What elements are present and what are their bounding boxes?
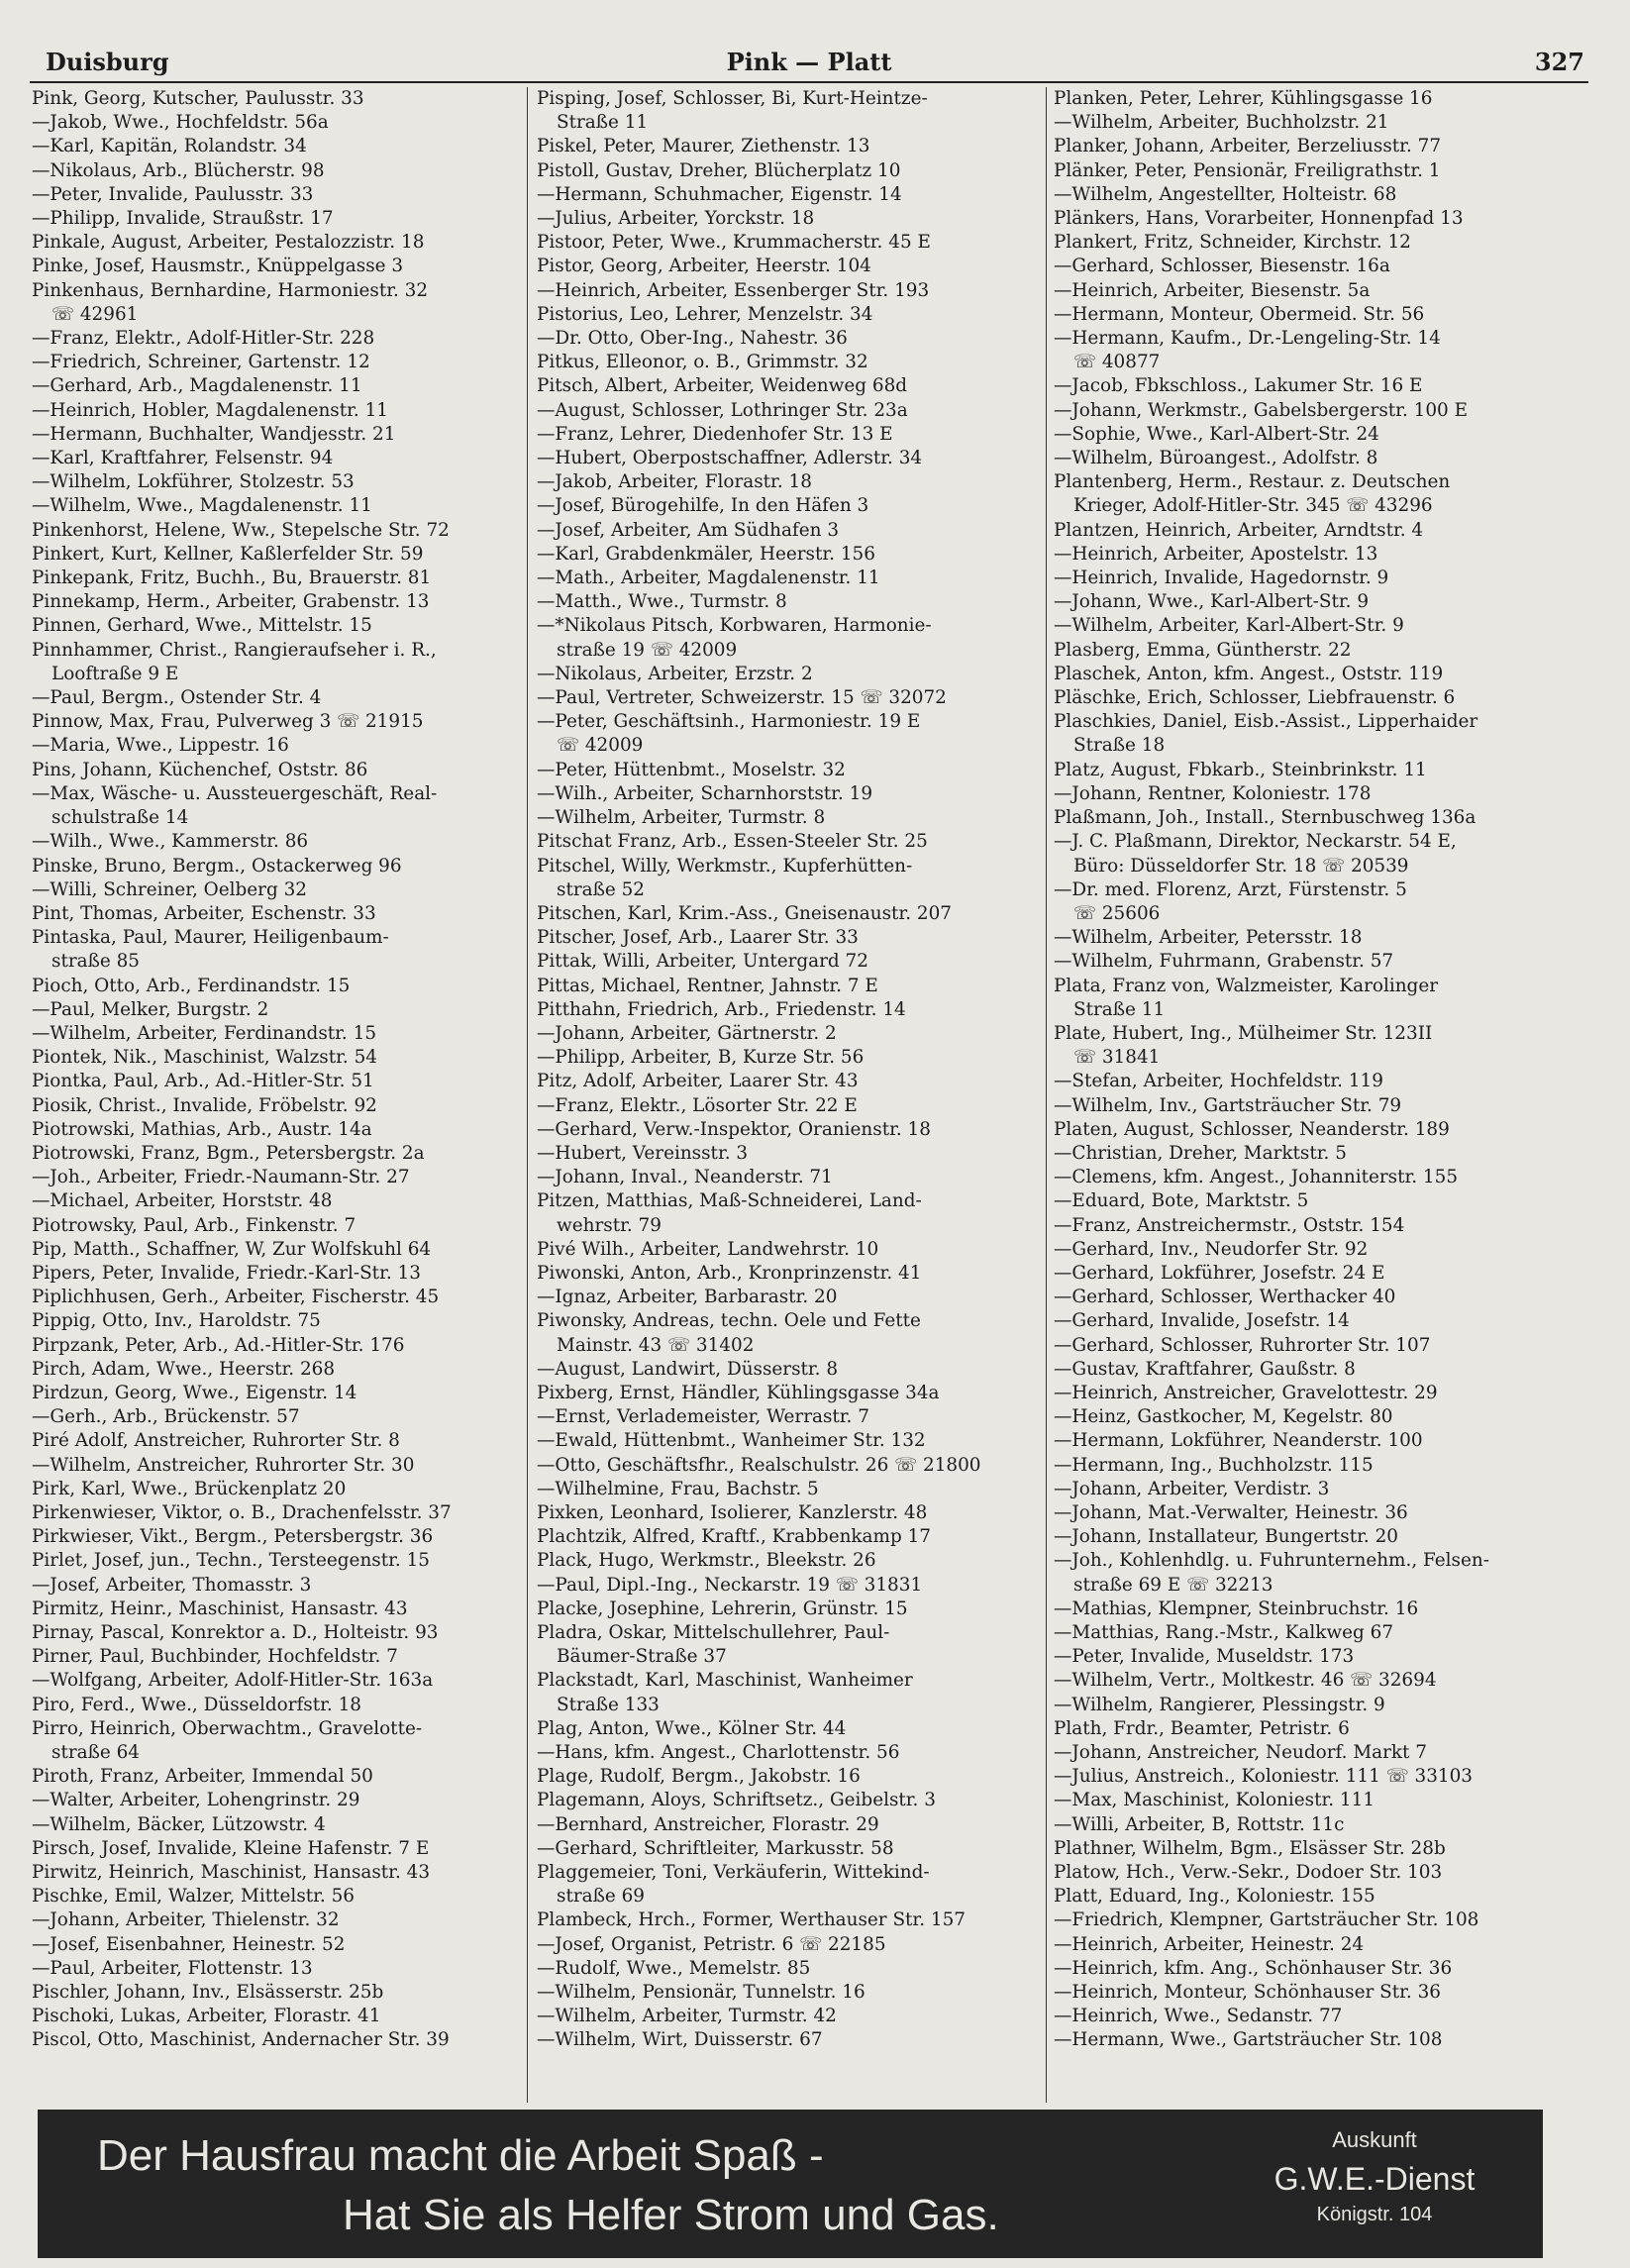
directory-entry: —Maria, Wwe., Lippestr. 16 [32,735,289,757]
directory-entry: Pinkenhorst, Helene, Ww., Stepelsche Str. 72 [32,519,450,541]
directory-entry: —Karl, Kraftfahrer, Felsenstr. 94 [32,448,334,469]
directory-entry: —Paul, Vertreter, Schweizerstr. 15 ☏ 32072 [537,687,947,709]
directory-entry: —Friedrich, Schreiner, Gartenstr. 12 [32,352,370,373]
directory-entry: Straße 18 [1073,735,1166,757]
directory-entry: Piroth, Franz, Arbeiter, Immendal 50 [32,1766,373,1788]
directory-entry: Plaschkies, Daniel, Eisb.-Assist., Lipperhaider [1054,711,1478,733]
directory-entry: —Eduard, Bote, Marktstr. 5 [1054,1190,1309,1212]
directory-entry: straße 85 [51,951,140,973]
directory-entry: —Heinrich, Anstreicher, Gravelottestr. 29 [1054,1382,1438,1403]
directory-entry: —Ignaz, Arbeiter, Barbarastr. 20 [537,1287,838,1308]
directory-entry: Pins, Johann, Küchenchef, Oststr. 86 [32,759,368,780]
directory-entry: —Wilhelm, Fuhrmann, Grabenstr. 57 [1054,951,1394,973]
directory-entry: —Paul, Dipl.-Ing., Neckarstr. 19 ☏ 31831 [537,1574,923,1596]
directory-entry: Pirkenwieser, Viktor, o. B., Drachenfelsstr. 37 [32,1501,452,1523]
directory-entry: —Gerhard, Inv., Neudorfer Str. 92 [1054,1238,1369,1260]
directory-entry: —Wilhelm, Rangierer, Plessingstr. 9 [1054,1694,1385,1715]
directory-entry: Plaggemeier, Toni, Verkäuferin, Wittekind- [537,1862,930,1884]
directory-entry: Piplichhusen, Gerh., Arbeiter, Fischerstr. 45 [32,1287,440,1308]
directory-entry: —Peter, Invalide, Museldstr. 173 [1054,1646,1355,1668]
ad-service-name: G.W.E.-Dienst [1273,2161,1476,2197]
directory-entry: —August, Schlosser, Lothringer Str. 23a [537,399,908,421]
directory-entry: Plaßmann, Joh., Install., Sternbuschweg 136a [1054,807,1477,829]
directory-entry: —Sophie, Wwe., Karl-Albert-Str. 24 [1054,423,1379,445]
directory-entry: —Gerhard, Schriftleiter, Markusstr. 58 [537,1837,894,1859]
directory-entry: Straße 133 [557,1694,660,1715]
directory-entry: Pitscher, Josef, Arb., Laarer Str. 33 [537,927,859,949]
directory-entry: —Josef, Bürogehilfe, In den Häfen 3 [537,495,869,517]
directory-entry: —Wilh., Wwe., Kammerstr. 86 [32,831,309,853]
directory-entry: —Paul, Arbeiter, Flottenstr. 13 [32,1957,313,1979]
directory-entry: —Hermann, Wwe., Gartsträucher Str. 108 [1054,2029,1443,2051]
directory-entry: ☏ 42961 [51,303,139,325]
directory-entry: Pläschke, Erich, Schlosser, Liebfrauenstr. 6 [1054,687,1456,709]
directory-entry: —Peter, Geschäftsinh., Harmoniestr. 19 E [537,711,921,733]
directory-entry: —Josef, Arbeiter, Am Südhafen 3 [537,519,840,541]
directory-entry: Pinske, Bruno, Bergm., Ostackerweg 96 [32,855,402,876]
directory-entry: Plack, Hugo, Werkmstr., Bleekstr. 26 [537,1550,876,1572]
directory-entry: —Hermann, Kaufm., Dr.-Lengeling-Str. 14 [1054,328,1441,350]
directory-entry: ☏ 25606 [1073,902,1161,924]
directory-entry: Pisping, Josef, Schlosser, Bi, Kurt-Heintze- [537,88,928,109]
directory-entry: —Jakob, Arbeiter, Florastr. 18 [537,471,812,493]
directory-entry: Pischler, Johann, Inv., Elsässerstr. 25b [32,1982,384,2004]
column-divider [527,87,528,2103]
ad-line-1: Der Hausfrau macht die Arbeit Spaß - [97,2131,824,2180]
directory-entry: —Hermann, Schuhmacher, Eigenstr. 14 [537,183,902,205]
directory-entry: Mainstr. 43 ☏ 31402 [557,1334,755,1356]
directory-entry: Plath, Frdr., Beamter, Petristr. 6 [1054,1717,1350,1739]
directory-entry: —Willi, Arbeiter, B, Rottstr. 11c [1054,1813,1345,1835]
directory-entry: —Heinrich, Monteur, Schönhauser Str. 36 [1054,1982,1441,2004]
directory-entry: —Johann, Installateur, Bungertstr. 20 [1054,1526,1398,1548]
directory-entry: Piotrowski, Mathias, Arb., Austr. 14a [32,1118,372,1140]
directory-entry: —Franz, Elektr., Lösorter Str. 22 E [537,1094,858,1116]
directory-entry: —Math., Arbeiter, Magdalenenstr. 11 [537,567,880,589]
directory-entry: Pirro, Heinrich, Oberwachtm., Gravelotte- [32,1717,423,1739]
directory-entry: —Hermann, Monteur, Obermeid. Str. 56 [1054,303,1425,325]
directory-entry: schulstraße 14 [51,807,189,829]
directory-entry: —Clemens, kfm. Angest., Johanniterstr. 155 [1054,1167,1459,1188]
directory-entry: Pitschel, Willy, Werkmstr., Kupferhütten- [537,855,913,876]
column-divider [1046,87,1047,2103]
directory-entry: Plathner, Wilhelm, Bgm., Elsässer Str. 28b [1054,1837,1446,1859]
directory-entry: Pittak, Willi, Arbeiter, Untergard 72 [537,951,868,973]
directory-entry: ☏ 40877 [1073,352,1161,373]
directory-entry: —Johann, Anstreicher, Neudorf. Markt 7 [1054,1742,1427,1764]
advertisement-banner [38,2110,1543,2258]
directory-entry: Pirner, Paul, Buchbinder, Hochfeldstr. 7 [32,1646,398,1668]
column-2 [537,87,1042,2103]
directory-entry: —Dr. Otto, Ober-Ing., Nahestr. 36 [537,328,848,350]
directory-entry: —Christian, Dreher, Marktstr. 5 [1054,1142,1347,1164]
directory-entry: —Wilhelm, Arbeiter, Buchholzstr. 21 [1054,112,1389,134]
directory-entry: Pirwitz, Heinrich, Maschinist, Hansastr. 43 [32,1862,431,1884]
directory-entry: —Franz, Lehrer, Diedenhofer Str. 13 E [537,423,893,445]
directory-entry: —Matth., Wwe., Turmstr. 8 [537,591,787,613]
directory-entry: —Nikolaus, Arbeiter, Erzstr. 2 [537,663,813,684]
directory-entry: —Hubert, Oberpostschaffner, Adlerstr. 34 [537,448,923,469]
directory-entry: —Gerhard, Schlosser, Biesenstr. 16a [1054,256,1390,277]
directory-entry: —Ernst, Verlademeister, Werrastr. 7 [537,1406,869,1428]
directory-entry: Pixken, Leonhard, Isolierer, Kanzlerstr. 48 [537,1501,928,1523]
directory-entry: —Heinrich, Arbeiter, Apostelstr. 13 [1054,543,1378,565]
directory-entry: —Peter, Hüttenbmt., Moselstr. 32 [537,759,846,780]
directory-entry: —Josef, Organist, Petristr. 6 ☏ 22185 [537,1933,886,1955]
directory-entry: Pischke, Emil, Walzer, Mittelstr. 56 [32,1886,356,1907]
directory-entry: Plate, Hubert, Ing., Mülheimer Str. 123II [1054,1022,1433,1044]
directory-entry: —Joh., Arbeiter, Friedr.-Naumann-Str. 27 [32,1167,410,1188]
directory-entry: Plänkers, Hans, Vorarbeiter, Honnenpfad 13 [1054,208,1464,230]
directory-entry: ☏ 31841 [1073,1047,1161,1069]
directory-entry: Pintaska, Paul, Maurer, Heiligenbaum- [32,927,389,949]
directory-entry: —Julius, Anstreich., Koloniestr. 111 ☏ 33103 [1054,1766,1474,1788]
directory-entry: Pirk, Karl, Wwe., Brückenplatz 20 [32,1478,347,1499]
directory-entry: Pinkert, Kurt, Kellner, Kaßlerfelder Str. 59 [32,543,424,565]
directory-entry: —Josef, Arbeiter, Thomasstr. 3 [32,1574,312,1596]
directory-entry: Piwonski, Anton, Arb., Kronprinzenstr. 41 [537,1262,922,1284]
column-3 [1054,87,1554,2103]
directory-entry: Pint, Thomas, Arbeiter, Eschenstr. 33 [32,902,376,924]
directory-entry: Pistoll, Gustav, Dreher, Blücherplatz 10 [537,159,901,181]
directory-entry: Pittas, Michael, Rentner, Jahnstr. 7 E [537,975,878,996]
directory-entry: —Wilhelm, Bäcker, Lützowstr. 4 [32,1813,326,1835]
directory-entry: Plaschek, Anton, kfm. Angest., Oststr. 119 [1054,663,1444,684]
directory-entry: —Johann, Arbeiter, Verdistr. 3 [1054,1478,1330,1499]
directory-entry: —Friedrich, Klempner, Gartsträucher Str. 108 [1054,1909,1479,1931]
directory-entry: —Hermann, Lokführer, Neanderstr. 100 [1054,1430,1423,1452]
directory-entry: —Gerhard, Schlosser, Ruhrorter Str. 107 [1054,1334,1431,1356]
directory-entry: —Peter, Invalide, Paulusstr. 33 [32,183,314,205]
directory-entry: Planken, Peter, Lehrer, Kühlingsgasse 16 [1054,88,1433,109]
directory-entry: Pivé Wilh., Arbeiter, Landwehrstr. 10 [537,1238,879,1260]
directory-entry: —Johann, Wwe., Karl-Albert-Str. 9 [1054,591,1370,613]
directory-entry: —Stefan, Arbeiter, Hochfeldstr. 119 [1054,1071,1383,1092]
directory-entry: Piotrowsky, Paul, Arb., Finkenstr. 7 [32,1214,357,1236]
directory-entry: —Jakob, Wwe., Hochfeldstr. 56a [32,112,329,134]
directory-entry: —Paul, Bergm., Ostender Str. 4 [32,687,322,709]
directory-entry: Pirnay, Pascal, Konrektor a. D., Holteistr. 93 [32,1622,439,1643]
directory-entry: —Wilhelm, Wwe., Magdalenenstr. 11 [32,495,372,517]
directory-entry: —Wilhelm, Büroangest., Adolfstr. 8 [1054,448,1378,469]
header-range: Pink — Platt [726,48,892,76]
directory-entry: —Wilhelm, Arbeiter, Petersstr. 18 [1054,927,1363,949]
directory-entry: Planker, Johann, Arbeiter, Berzeliusstr. 77 [1054,136,1442,157]
directory-entry: straße 19 ☏ 42009 [557,639,738,661]
directory-entry: Plankert, Fritz, Schneider, Kirchstr. 12 [1054,232,1411,254]
directory-entry: wehrstr. 79 [557,1214,662,1236]
directory-entry: —Wilh., Arbeiter, Scharnhorststr. 19 [537,782,873,804]
directory-entry: —Heinrich, Arbeiter, Biesenstr. 5a [1054,279,1371,301]
directory-entry: —Bernhard, Anstreicher, Florastr. 29 [537,1813,879,1835]
directory-entry: Plantzen, Heinrich, Arbeiter, Arndtstr. 4 [1054,519,1424,541]
directory-entry: Pirmitz, Heinr., Maschinist, Hansastr. 43 [32,1598,408,1619]
directory-entry: Plantenberg, Herm., Restaur. z. Deutschen [1054,471,1451,493]
directory-entry: —Julius, Arbeiter, Yorckstr. 18 [537,208,815,230]
directory-entry: —Wilhelm, Arbeiter, Turmstr. 42 [537,2006,837,2027]
directory-entry: —Michael, Arbeiter, Horststr. 48 [32,1190,333,1212]
directory-entry: Straße 11 [1073,998,1166,1020]
directory-entry: —Hermann, Ing., Buchholzstr. 115 [1054,1454,1374,1476]
directory-entry: —Heinrich, Wwe., Sedanstr. 77 [1054,2006,1343,2027]
directory-entry: —Otto, Geschäftsfhr., Realschulstr. 26 ☏ 21800 [537,1454,981,1476]
directory-entry: —*Nikolaus Pitsch, Korbwaren, Harmonie- [537,615,932,637]
directory-entry: —Wilhelm, Inv., Gartsträucher Str. 79 [1054,1094,1402,1116]
directory-entry: Pirsch, Josef, Invalide, Kleine Hafenstr. 7 E [32,1837,430,1859]
directory-entry: —Jacob, Fbkschloss., Lakumer Str. 16 E [1054,375,1423,397]
directory-entry: Pitthahn, Friedrich, Arb., Friedenstr. 14 [537,998,906,1020]
directory-entry: Plambeck, Hrch., Former, Werthauser Str. 157 [537,1909,966,1931]
directory-entry: —Paul, Melker, Burgstr. 2 [32,998,269,1020]
directory-entry: —Josef, Eisenbahner, Heinestr. 52 [32,1933,346,1955]
directory-entry: straße 52 [557,878,645,900]
directory-entry: —Johann, Werkmstr., Gabelsbergerstr. 100 E [1054,399,1469,421]
directory-entry: —Gerhard, Invalide, Josefstr. 14 [1054,1310,1350,1332]
directory-entry: Pitkus, Elleonor, o. B., Grimmstr. 32 [537,352,868,373]
directory-entry: —Karl, Grabdenkmäler, Heerstr. 156 [537,543,875,565]
ad-slogan [38,2110,1206,2258]
directory-entry: Pixberg, Ernst, Händler, Kühlingsgasse 34a [537,1382,940,1403]
directory-entry: straße 69 [557,1886,645,1907]
directory-entry: Pitz, Adolf, Arbeiter, Laarer Str. 43 [537,1071,859,1092]
directory-entry: ☏ 42009 [557,735,644,757]
directory-entry: —Hubert, Vereinsstr. 3 [537,1142,749,1164]
directory-entry: Pink, Georg, Kutscher, Paulusstr. 33 [32,88,364,109]
directory-entry: Pladra, Oskar, Mittelschullehrer, Paul- [537,1622,890,1643]
directory-entry: —Johann, Rentner, Koloniestr. 178 [1054,782,1372,804]
directory-entry: —Heinrich, Arbeiter, Essenberger Str. 193 [537,279,930,301]
directory-entry: —Heinrich, Arbeiter, Heinestr. 24 [1054,1933,1365,1955]
directory-entry: Pirdzun, Georg, Wwe., Eigenstr. 14 [32,1382,357,1403]
directory-entry: Pirkwieser, Vikt., Bergm., Petersbergstr. 36 [32,1526,434,1548]
ad-address: Königstr. 104 [1316,2204,1433,2225]
page-number: 327 [1534,48,1584,76]
directory-entry: Piscol, Otto, Maschinist, Andernacher Str. 39 [32,2029,450,2051]
directory-entry: Plata, Franz von, Walzmeister, Karolinger [1054,975,1438,996]
directory-entry: —Rudolf, Wwe., Memelstr. 85 [537,1957,811,1979]
directory-entry: —Heinz, Gastkocher, M, Kegelstr. 80 [1054,1406,1393,1428]
directory-entry: Plasberg, Emma, Güntherstr. 22 [1054,639,1352,661]
directory-entry: —Hans, kfm. Angest., Charlottenstr. 56 [537,1742,900,1764]
directory-entry: Piskel, Peter, Maurer, Ziethenstr. 13 [537,136,870,157]
directory-entry: Pinke, Josef, Hausmstr., Knüppelgasse 3 [32,256,404,277]
directory-entry: —Wilhelm, Arbeiter, Karl-Albert-Str. 9 [1054,615,1404,637]
directory-entry: —Wolfgang, Arbeiter, Adolf-Hitler-Str. 163a [32,1670,434,1692]
ad-contact [1206,2110,1543,2258]
directory-entry: —Gerhard, Schlosser, Werthacker 40 [1054,1287,1396,1308]
directory-entry: Platz, August, Fbkarb., Steinbrinkstr. 11 [1054,759,1427,780]
directory-entry: Pirch, Adam, Wwe., Heerstr. 268 [32,1358,336,1380]
directory-entry: Plag, Anton, Wwe., Kölner Str. 44 [537,1717,847,1739]
directory-entry: Piwonsky, Andreas, techn. Oele und Fette [537,1310,921,1332]
directory-entry: —Gerhard, Verw.-Inspektor, Oranienstr. 18 [537,1118,931,1140]
directory-entry: Platt, Eduard, Ing., Koloniestr. 155 [1054,1886,1375,1907]
directory-entry: Pirlet, Josef, jun., Techn., Tersteegenstr. 15 [32,1550,430,1572]
directory-entry: —Karl, Kapitän, Rolandstr. 34 [32,136,307,157]
directory-entry: Pirpzank, Peter, Arb., Ad.-Hitler-Str. 176 [32,1334,405,1356]
directory-entry: Büro: Düsseldorfer Str. 18 ☏ 20539 [1073,855,1409,876]
directory-entry: Piosik, Christ., Invalide, Fröbelstr. 92 [32,1094,377,1116]
directory-entry: —Johann, Inval., Neanderstr. 71 [537,1167,833,1188]
directory-entry: Pinkenhaus, Bernhardine, Harmoniestr. 32 [32,279,429,301]
directory-entry: Pip, Matth., Schaffner, W, Zur Wolfskuhl 64 [32,1238,432,1260]
directory-entry: —Gerhard, Arb., Magdalenenstr. 11 [32,375,362,397]
directory-entry: straße 69 E ☏ 32213 [1073,1574,1273,1596]
directory-entry: Pinkale, August, Arbeiter, Pestalozzistr. 18 [32,232,425,254]
directory-entry: Pistor, Georg, Arbeiter, Heerstr. 104 [537,256,871,277]
directory-entry: —Hermann, Buchhalter, Wandjesstr. 21 [32,423,396,445]
directory-entry: —Wilhelm, Angestellter, Holteistr. 68 [1054,183,1397,205]
page-header [30,46,1588,83]
directory-entry: —Gerh., Arb., Brückenstr. 57 [32,1406,300,1428]
directory-entry: —Ewald, Hüttenbmt., Wanheimer Str. 132 [537,1430,926,1452]
directory-entry: —Wilhelm, Vertr., Moltkestr. 46 ☏ 32694 [1054,1670,1437,1692]
directory-entry: —Wilhelm, Anstreicher, Ruhrorter Str. 30 [32,1454,415,1476]
ad-line-2: Hat Sie als Helfer Strom und Gas. [343,2191,999,2239]
directory-entry: —Wilhelm, Arbeiter, Ferdinandstr. 15 [32,1022,377,1044]
directory-entry: —Matthias, Rang.-Mstr., Kalkweg 67 [1054,1622,1394,1643]
directory-entry: —Dr. med. Florenz, Arzt, Fürstenstr. 5 [1054,878,1407,900]
directory-entry: —Joh., Kohlenhdlg. u. Fuhrunternehm., Felsen- [1054,1550,1489,1572]
directory-entry: Pinnen, Gerhard, Wwe., Mittelstr. 15 [32,615,372,637]
ad-info-label: Auskunft [1332,2127,1417,2152]
directory-entry: Pioch, Otto, Arb., Ferdinandstr. 15 [32,975,351,996]
directory-entry: —Johann, Arbeiter, Gärtnerstr. 2 [537,1022,837,1044]
directory-entry: —Heinrich, Invalide, Hagedornstr. 9 [1054,567,1389,589]
directory-entry: —Gerhard, Lokführer, Josefstr. 24 E [1054,1262,1385,1284]
directory-entry: —Willi, Schreiner, Oelberg 32 [32,878,307,900]
directory-entry: Plänker, Peter, Pensionär, Freiligrathstr. 1 [1054,159,1441,181]
directory-entry: —Heinrich, kfm. Ang., Schönhauser Str. 36 [1054,1957,1453,1979]
directory-entry: —Wilhelm, Arbeiter, Turmstr. 8 [537,807,826,829]
directory-entry: Bäumer-Straße 37 [557,1646,727,1668]
directory-entry: —Wilhelm, Pensionär, Tunnelstr. 16 [537,1982,866,2004]
directory-entry: —Philipp, Invalide, Straußstr. 17 [32,208,334,230]
directory-entry: —Johann, Mat.-Verwalter, Heinestr. 36 [1054,1501,1408,1523]
directory-entry: Krieger, Adolf-Hitler-Str. 345 ☏ 43296 [1073,495,1433,517]
directory-entry: Pinnhammer, Christ., Rangieraufseher i. R., [32,639,437,661]
directory-entry: Piré Adolf, Anstreicher, Ruhrorter Str. 8 [32,1430,400,1452]
directory-entry: —Nikolaus, Arb., Blücherstr. 98 [32,159,325,181]
directory-entry: Pippig, Otto, Inv., Haroldstr. 75 [32,1310,321,1332]
directory-entry: —Franz, Anstreichermstr., Oststr. 154 [1054,1214,1405,1236]
directory-entry: Piotrowski, Franz, Bgm., Petersbergstr. 2a [32,1142,425,1164]
directory-entry: —Wilhelm, Wirt, Duisserstr. 67 [537,2029,823,2051]
directory-entry: Pischoki, Lukas, Arbeiter, Florastr. 41 [32,2006,381,2027]
directory-entry: Plage, Rudolf, Bergm., Jakobstr. 16 [537,1766,861,1788]
directory-entry: Placke, Josephine, Lehrerin, Grünstr. 15 [537,1598,908,1619]
directory-entry: Piontek, Nik., Maschinist, Walzstr. 54 [32,1047,377,1069]
directory-entry: Plackstadt, Karl, Maschinist, Wanheimer [537,1670,913,1692]
directory-entry: Pitschat Franz, Arb., Essen-Steeler Str. 25 [537,831,928,853]
directory-entry: Pinkepank, Fritz, Buchh., Bu, Brauerstr. 81 [32,567,432,589]
directory-entry: straße 64 [51,1742,140,1764]
directory-entry: —Franz, Elektr., Adolf-Hitler-Str. 228 [32,328,375,350]
directory-entry: Pistorius, Leo, Lehrer, Menzelstr. 34 [537,303,873,325]
directory-entry: —Wilhelm, Lokführer, Stolzestr. 53 [32,471,355,493]
directory-entry: Piro, Ferd., Wwe., Düsseldorfstr. 18 [32,1694,361,1715]
directory-entry: Pistoor, Peter, Wwe., Krummacherstr. 45 E [537,232,931,254]
directory-entry: Pitsch, Albert, Arbeiter, Weidenweg 68d [537,375,908,397]
directory-entry: —August, Landwirt, Düsserstr. 8 [537,1358,839,1380]
directory-entry: Pitschen, Karl, Krim.-Ass., Gneisenaustr. 207 [537,902,952,924]
directory-entry: —Max, Maschinist, Koloniestr. 111 [1054,1790,1375,1811]
directory-entry: —J. C. Plaßmann, Direktor, Neckarstr. 54 E, [1054,831,1457,853]
column-1 [32,87,519,2103]
directory-entry: —Heinrich, Hobler, Magdalenenstr. 11 [32,399,388,421]
directory-entry: Plachtzik, Alfred, Kraftf., Krabbenkamp 17 [537,1526,931,1548]
directory-entry: —Mathias, Klempner, Steinbruchstr. 16 [1054,1598,1419,1619]
directory-entry: —Johann, Arbeiter, Thielenstr. 32 [32,1909,340,1931]
directory-entry: —Gustav, Kraftfahrer, Gaußstr. 8 [1054,1358,1356,1380]
directory-entry: Pinnow, Max, Frau, Pulverweg 3 ☏ 21915 [32,711,424,733]
directory-entry: Looftraße 9 E [51,663,179,684]
directory-entry: Straße 11 [557,112,649,134]
directory-entry: —Wilhelmine, Frau, Bachstr. 5 [537,1478,819,1499]
directory-entry: Platen, August, Schlosser, Neanderstr. 189 [1054,1118,1450,1140]
directory-entry: Pinnekamp, Herm., Arbeiter, Grabenstr. 13 [32,591,430,613]
directory-entry: Platow, Hch., Verw.-Sekr., Dodoer Str. 103 [1054,1862,1443,1884]
directory-entry: Pitzen, Matthias, Maß-Schneiderei, Land- [537,1190,922,1212]
header-city: Duisburg [46,48,169,76]
directory-entry: —Philipp, Arbeiter, B, Kurze Str. 56 [537,1047,865,1069]
directory-entry: Piontka, Paul, Arb., Ad.-Hitler-Str. 51 [32,1071,374,1092]
directory-entry: —Max, Wäsche- u. Aussteuergeschäft, Real- [32,782,438,804]
directory-entry: Plagemann, Aloys, Schriftsetz., Geibelstr. 3 [537,1790,936,1811]
directory-entry: —Walter, Arbeiter, Lohengrinstr. 29 [32,1790,360,1811]
directory-entry: Pipers, Peter, Invalide, Friedr.-Karl-Str. 13 [32,1262,421,1284]
